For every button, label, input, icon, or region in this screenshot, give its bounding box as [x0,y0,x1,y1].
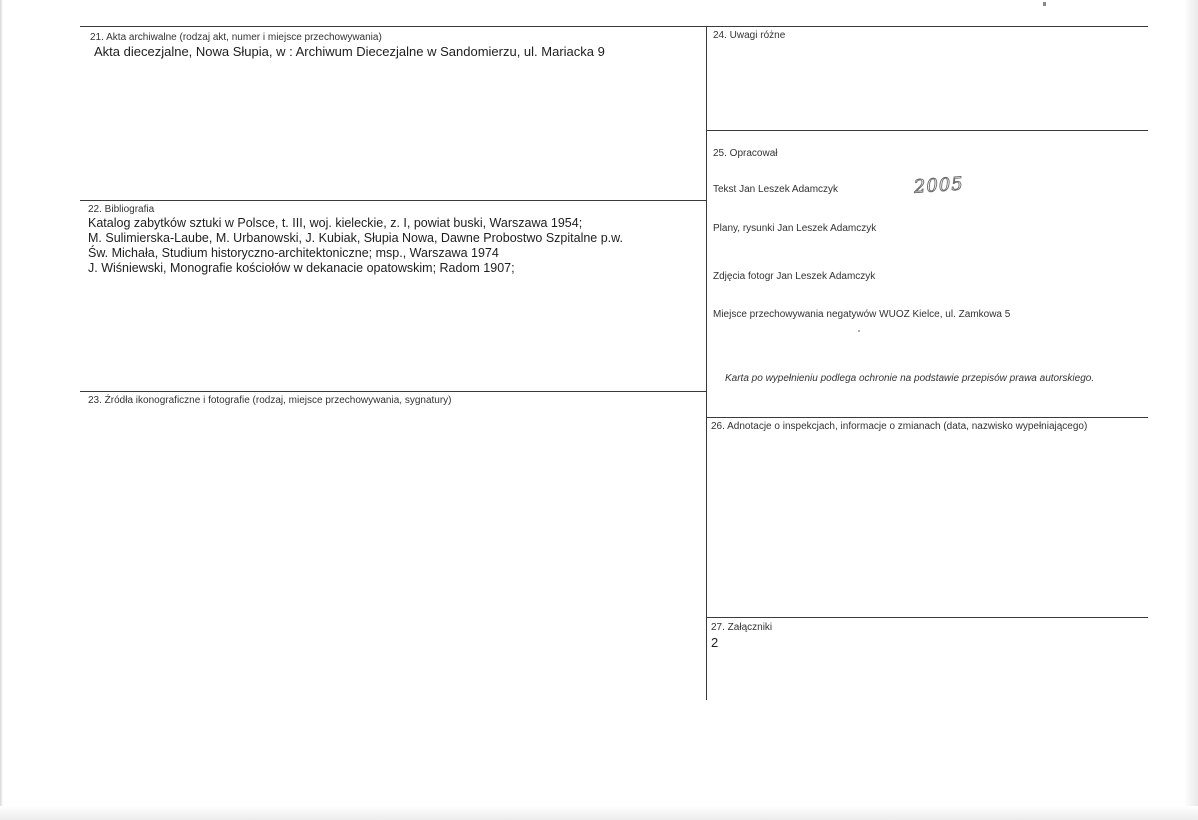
bibliography-entry: Św. Michała, Studium historyczno-architektoniczne; msp., Warszawa 1974 [88,246,499,260]
photos-author: Zdjęcia fotogr Jan Leszek Adamczyk [713,271,876,282]
rule-21-22 [80,200,706,201]
section-27-label: 27. Załączniki [711,622,773,633]
rule-26-27 [706,617,1148,618]
negatives-location: Miejsce przechowywania negatywów WUOZ Kielce, ul. Zamkowa 5 [713,309,1011,320]
section-21-label: 21. Akta archiwalne (rodzaj akt, numer i miejsce przechowywania) [90,32,382,43]
section-21-value: Akta diecezjalne, Nowa Słupia, w : Archiwum Diecezjalne w Sandomierzu, ul. Mariacka 9 [94,44,605,59]
column-divider [706,26,707,700]
section-26-label: 26. Adnotacje o inspekcjach, informacje o zmianach (data, nazwisko wypełniającego) [711,421,1088,432]
section-24-label: 24. Uwagi różne [713,30,786,41]
drawings-author: Plany, rysunki Jan Leszek Adamczyk [713,223,877,234]
bibliography-entry: M. Sulimierska-Laube, M. Urbanowski, J. Kubiak, Słupia Nowa, Dawne Probostwo Szpitalne p.w. [88,231,623,245]
section-23-label: 23. Źródła ikonograficzne i fotografie (rodzaj, miejsce przechowywania, sygnatury) [88,395,452,406]
bibliography-list [88,216,623,276]
scan-speck [858,330,860,332]
handwritten-year [912,172,968,200]
bibliography-entry: J. Wiśniewski, Monografie kościołów w dekanacie opatowskim; Radom 1907; [88,261,515,275]
section-27-value: 2 [711,635,719,650]
scan-speck [1043,2,1046,6]
copyright-note: Karta po wypełnieniu podlega ochronie na podstawie przepisów prawa autorskiego. [725,373,1095,384]
scan-edge-right [1184,0,1198,820]
section-25-label: 25. Opracował [713,148,778,159]
scan-edge-left [0,0,3,820]
rule-25-26 [706,417,1148,418]
text-author: Tekst Jan Leszek Adamczyk [713,184,839,195]
top-rule [80,26,1148,27]
section-22-label: 22. Bibliografia [88,204,155,215]
bibliography-entry: Katalog zabytków sztuki w Polsce, t. III, woj. kieleckie, z. I, powiat buski, Warszawa 1954; [88,216,583,230]
rule-24-25 [706,130,1148,131]
handwritten-year-text: 2005 [913,173,965,198]
scan-edge-bottom [0,806,1198,820]
rule-22-23 [80,391,706,392]
